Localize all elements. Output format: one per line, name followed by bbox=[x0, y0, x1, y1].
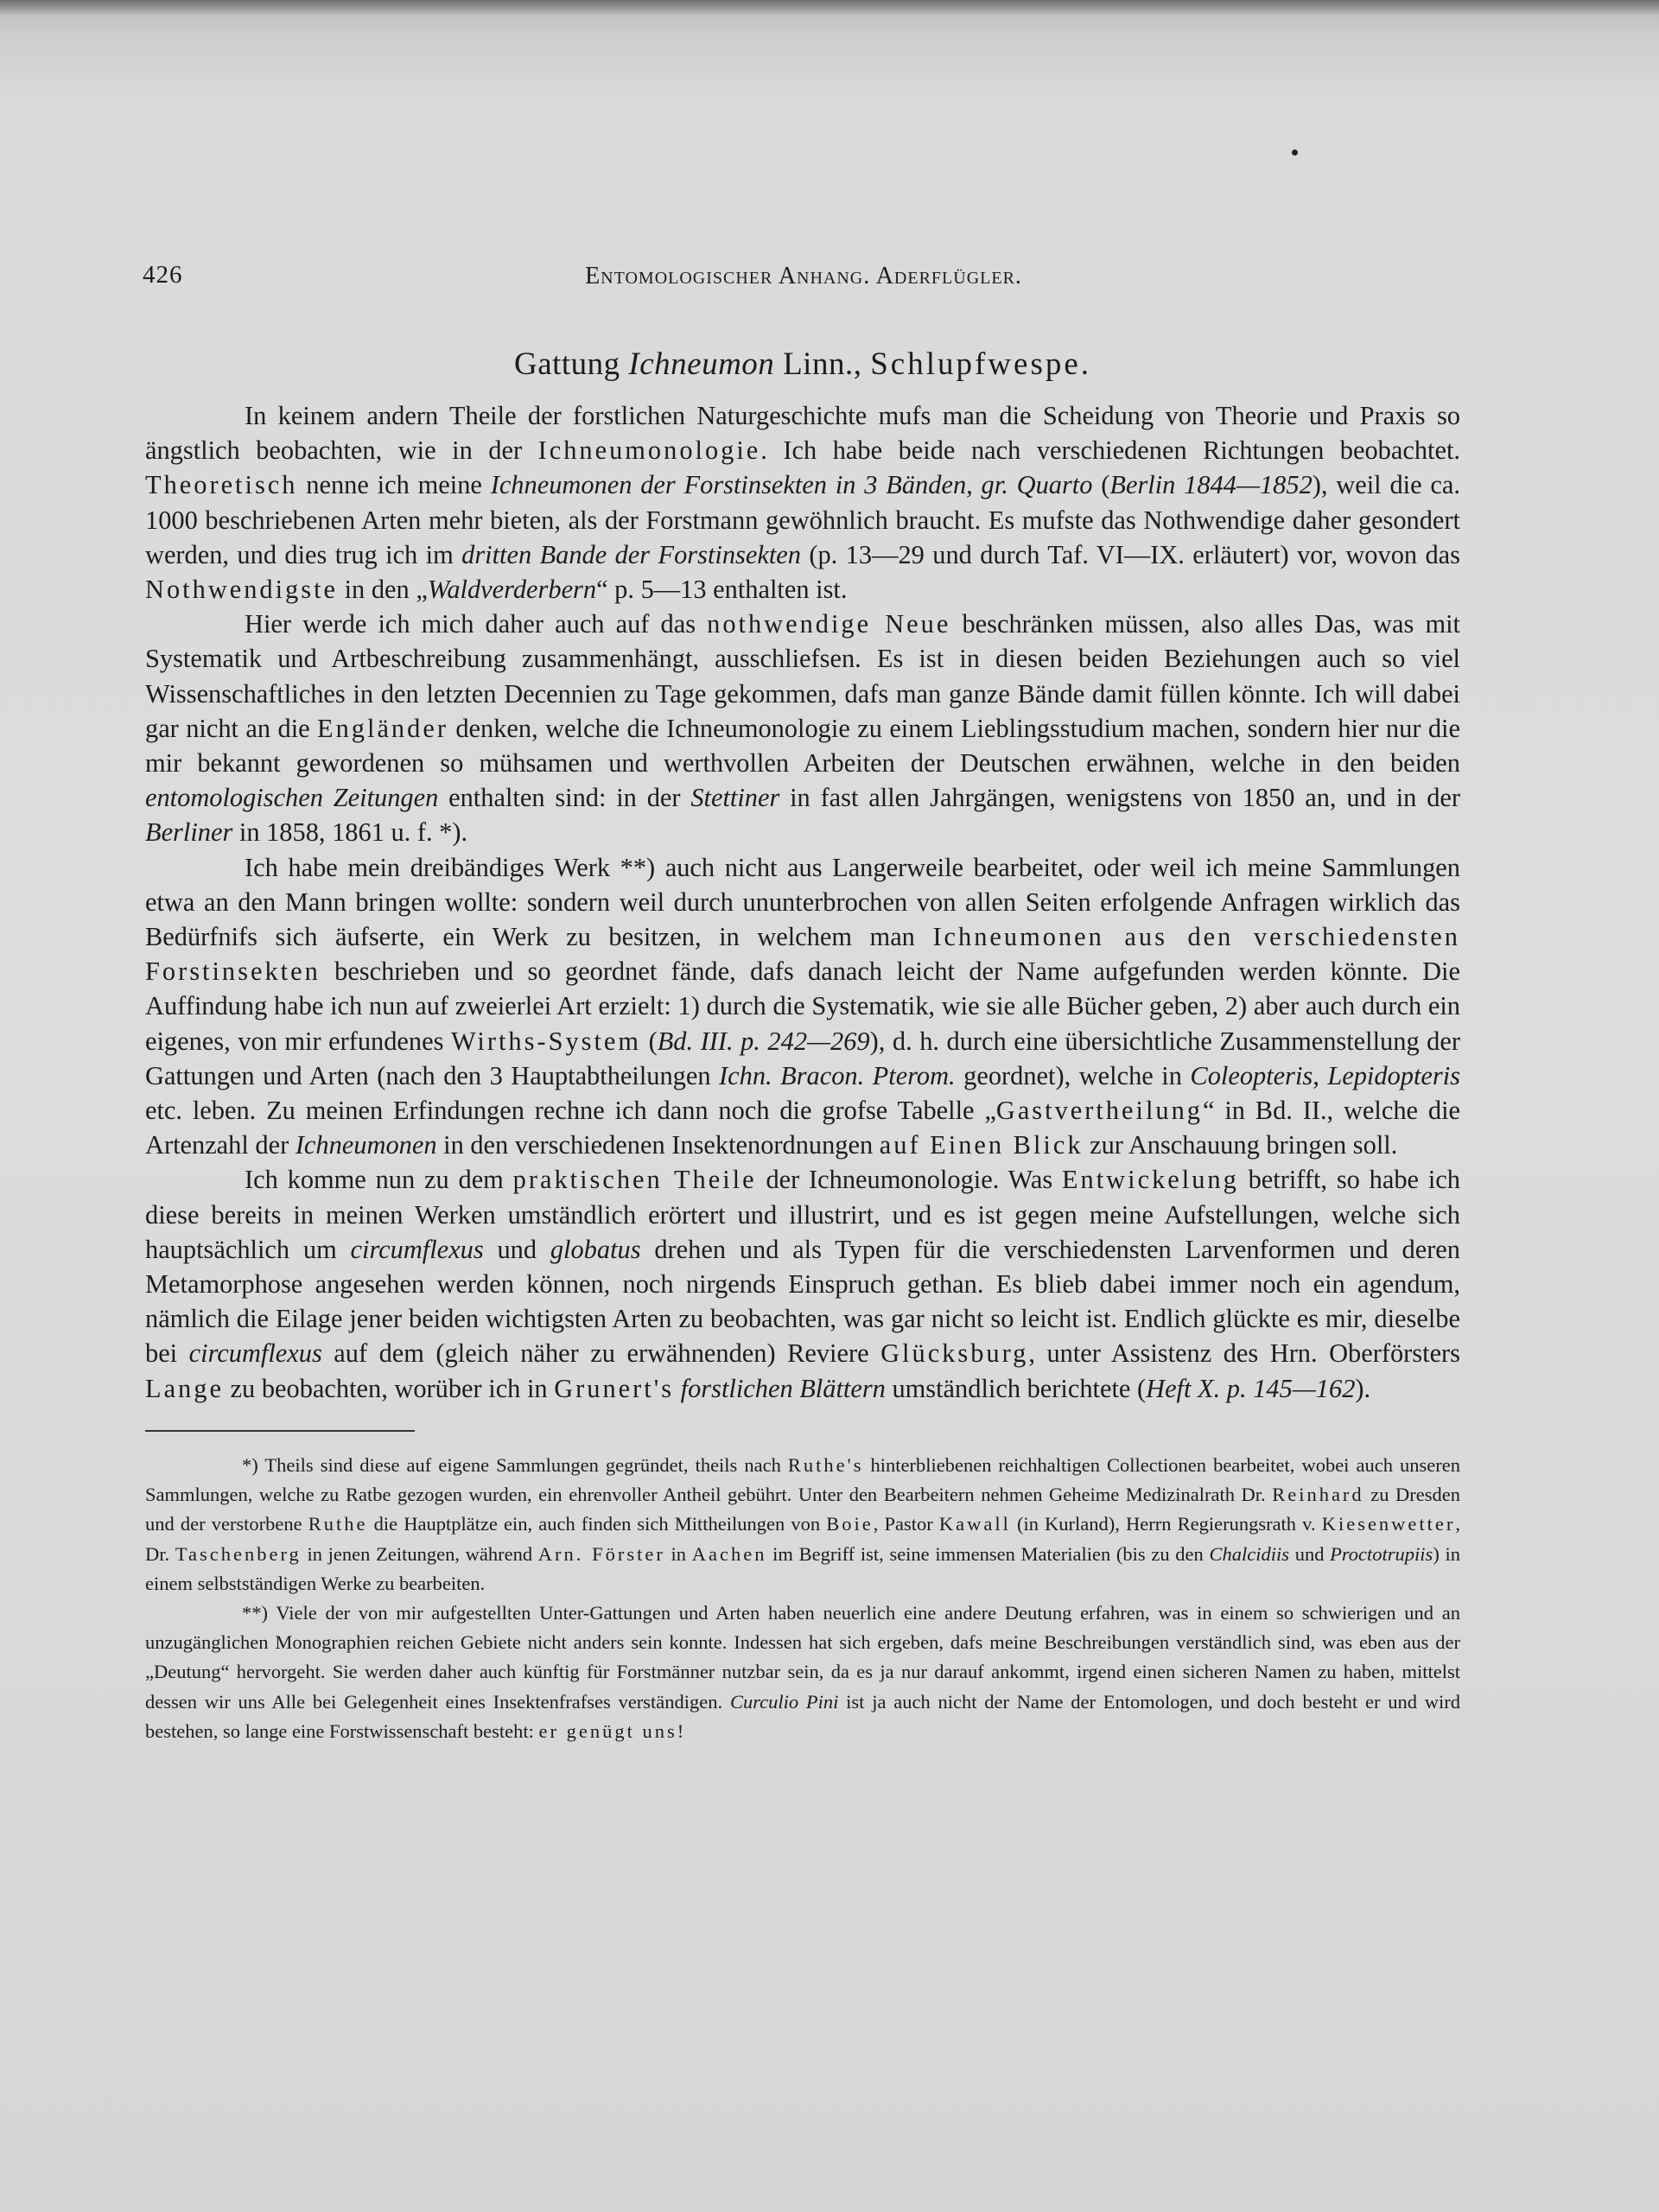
main-text bbox=[145, 346, 1460, 1746]
section-title: Gattung Ichneumon Linn., Schlupfwespe. bbox=[513, 346, 1092, 382]
page-header bbox=[143, 261, 1465, 296]
paragraph-2: Hier werde ich mich daher auch auf das nothwendige Neue beschränken müssen, also alles Das, was mit Systematik und Artbeschreibung zusammenhängt, ausschliefsen. Es ist in diesen beiden Beziehungen auch so viel Wissenschaftliches in den letzten Decennien zu Tage gekommen, dafs man ganze Bände damit füllen könnte. Ich will dabei gar nicht an die Engländer denken, welche die Ichneumonologie zu einem Lieblingsstudium machen, sondern hier nur die mir bekannt gewordenen so mühsamen und werthvollen Arbeiten der Deutschen erwähnen, welche in den beiden entomologischen Zeitungen enthalten sind: in der Stettiner in fast allen Jahrgängen, wenigstens von 1850 an, und in der Berliner in 1858, 1861 u. f. *). bbox=[145, 609, 1460, 848]
page-number: 426 bbox=[143, 261, 183, 289]
page-edge-shadow bbox=[0, 0, 1659, 16]
paragraph-1: In keinem andern Theile der forstlichen Naturgeschichte mufs man die Scheidung von Theorie und Praxis so ängstlich beobachten, wie in der Ichneumonologie. Ich habe beide nach verschiedenen Richtungen beobachtet. Theoretisch nenne ich meine Ichneumonen der Forstinsekten in 3 Bänden, gr. Quarto (Berlin 1844—1852), weil die ca. 1000 beschriebenen Arten mehr bieten, als der Forstmann gewöhnlich braucht. Es mufste das Nothwendige daher gesondert werden, und dies trug ich im dritten Bande der Forstinsekten (p. 13—29 und durch Taf. VI—IX. erläutert) vor, wovon das Nothwendigste in den „Waldverderbern“ p. 5—13 enthalten ist. bbox=[145, 401, 1461, 605]
paragraph-3: Ich habe mein dreibändiges Werk **) auch nicht aus Langerweile bearbeitet, oder weil ich meine Sammlungen etwa an den Mann bringen wollte: sondern weil durch ununterbrochen von allen Seiten erfolgende Anfragen wirklich das Bedürfnifs sich äufserte, ein Werk zu besitzen, in welchem man Ichneumonen aus den verschiedensten Forstinsekten beschrieben und so geordnet fände, dafs danach leicht der Name aufgefunden werden könnte. Die Auffindung habe ich nun auf zweierlei Art erzielt: 1) durch die Systematik, wie sie alle Bücher geben, 2) aber auch durch ein eigenes, von mir erfundenes Wirths-System (Bd. III. p. 242—269), d. h. durch eine übersichtliche Zusammenstellung der Gattungen und Arten (nach den 3 Hauptabtheilungen Ichn. Bracon. Pterom. geordnet), welche in Coleopteris, Lepidopteris etc. leben. Zu meinen Erfindungen rechne ich dann noch die grofse Tabelle „Gastvertheilung“ in Bd. II., welche die Artenzahl der Ichneumonen in den verschiedenen Insektenordnungen auf Einen Blick zur Anschauung bringen soll. bbox=[145, 852, 1460, 1160]
paragraph-4: Ich komme nun zu dem praktischen Theile der Ichneumonologie. Was Entwickelung betrifft, so habe ich diese bereits in meinen Werken umständlich erörtert und illustrirt, und es ist gegen meine Aufstellungen, welche sich hauptsächlich um circumflexus und globatus drehen und als Typen für die verschiedensten Larvenformen und deren Metamorphose angesehen werden können, noch nirgends Einspruch gethan. Es blieb dabei immer noch ein agendum, nämlich die Eilage jener beiden wichtigsten Arten zu beobachten, was gar nicht so leicht ist. Endlich glückte es mir, dieselbe bei circumflexus auf dem (gleich näher zu erwähnenden) Reviere Glücksburg, unter Assistenz des Hrn. Oberförsters Lange zu beobachten, worüber ich in Grunert's forstlichen Blättern umständlich berichtete (Heft X. p. 145—162). bbox=[145, 1165, 1460, 1403]
footnote-1: *) Theils sind diese auf eigene Sammlungen gegründet, theils nach Ruthe's hinterbliebenen reichhaltigen Collectionen bearbeitet, wobei auch unseren Sammlungen, welche zu Ratbe gezogen wurden, ein ehrenvoller Antheil gebührt. Unter den Bearbeitern nehmen Geheime Medizinalrath Dr. Reinhard zu Dresden und der verstorbene Ruthe die Hauptplätze ein, auch finden sich Mittheilungen von Boie, Pastor Kawall (in Kurland), Herrn Regierungsrath v. Kiesenwetter, Dr. Taschenberg in jenen Zeitungen, während Arn. Förster in Aachen im Begriff ist, seine immensen Materialien (bis zu den Chalcidiis und Proctotrupiis) in einem selbstständigen Werke zu bearbeiten. bbox=[145, 1453, 1461, 1594]
footnote-separator bbox=[145, 1430, 415, 1432]
footnote-2: **) Viele der von mir aufgestellten Unter-Gattungen und Arten haben neuerlich eine andere Deutung erfahren, was in einem so schwierigen und an unzugänglichen Monographien reichen Gebiete nicht anders sein konnte. Indessen hat sich ergeben, dafs meine Beschreibungen verständlich sind, was eben aus der „Deutung“ hervorgeht. Sie werden daher auch künftig für Forstmänner nutzbar sein, da es ja nur darauf ankommt, irgend einen sicheren Namen zu haben, mittelst dessen wir uns Alle bei Gelegenheit eines Insektenfrafses verständigen. Curculio Pini ist ja auch nicht der Name der Entomologen, und doch besteht er und wird bestehen, so lange eine Forstwissenschaft besteht: er genügt uns! bbox=[145, 1601, 1460, 1742]
speck-mark bbox=[1292, 149, 1298, 156]
running-head: Entomologischer Anhang. Aderflügler. bbox=[585, 263, 1022, 289]
